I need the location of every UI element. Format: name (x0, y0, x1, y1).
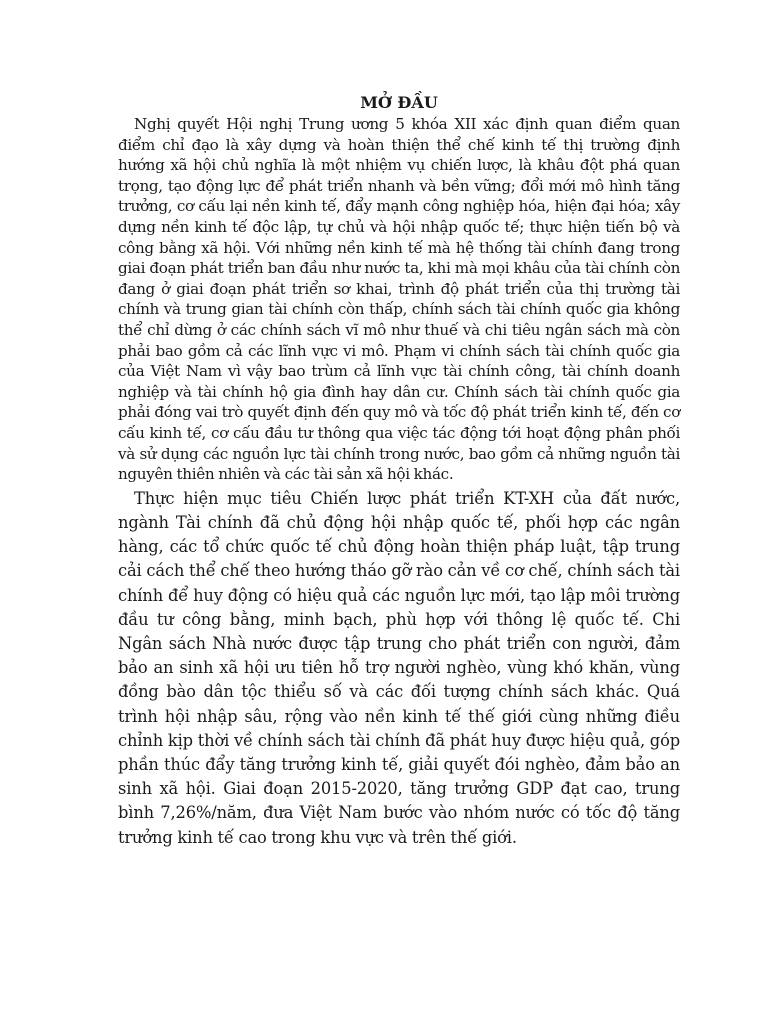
document-page (118, 92, 680, 850)
document-title: MỞ ĐẦU (360, 93, 438, 112)
paragraph-intro: Nghị quyết Hội nghị Trung ương 5 khóa XII xác định quan điểm quan điểm chỉ đạo là xây dựng và hoàn thiện thể chế kinh tế thị trường định hướng xã hội chủ nghĩa là một nhiệm vụ chiến lược, là khâu đột phá quan trọng, tạo động lực để phát triển nhanh và bền vững; đổi mới mô hình tăng trưởng, cơ cấu lại nền kinh tế, đẩy mạnh công nghiệp hóa, hiện đại hóa; xây dựng nền kinh tế độc lập, tự chủ và hội nhập quốc tế; thực hiện tiến bộ và công bằng xã hội. Với những nền kinh tế mà hệ thống tài chính đang trong giai đoạn phát triển ban đầu như nước ta, khi mà mọi khâu của tài chính còn đang ở giai đoạn phát triển sơ khai, trình độ phát triển của thị trường tài chính và trung gian tài chính còn thấp, chính sách tài chính quốc gia không thể chỉ dừng ở các chính sách vĩ mô như thuế và chi tiêu ngân sách mà còn phải bao gồm cả các lĩnh vực vi mô. Phạm vi chính sách tài chính quốc gia của Việt Nam vì vậy bao trùm cả lĩnh vực tài chính công, tài chính doanh nghiệp và tài chính hộ gia đình hay dân cư. Chính sách tài chính quốc gia phải đóng vai trò quyết định đến quy mô và tốc độ phát triển kinh tế, đến cơ cấu kinh tế, cơ cấu đầu tư thông qua việc tác động tới hoạt động phân phối và sử dụng các nguồn lực tài chính trong nước, bao gồm cả những nguồn tài nguyên thiên nhiên và các tài sản xã hội khác. (118, 115, 680, 484)
paragraph-finance-strategy: Thực hiện mục tiêu Chiến lược phát triển KT-XH của đất nước, ngành Tài chính đã chủ động hội nhập quốc tế, phối hợp các ngân hàng, các tổ chức quốc tế chủ động hoàn thiện pháp luật, tập trung cải cách thể chế theo hướng tháo gỡ rào cản về cơ chế, chính sách tài chính để huy động có hiệu quả các nguồn lực mới, tạo lập môi trường đầu tư công bằng, minh bạch, phù hợp với thông lệ quốc tế. Chi Ngân sách Nhà nước được tập trung cho phát triển con người, đảm bảo an sinh xã hội ưu tiên hỗ trợ người nghèo, vùng khó khăn, vùng đồng bào dân tộc thiểu số và các đối tượng chính sách khác. Quá trình hội nhập sâu, rộng vào nền kinh tế thế giới cùng những điều chỉnh kịp thời về chính sách tài chính đã phát huy được hiệu quả, góp phần thúc đẩy tăng trưởng kinh tế, giải quyết đói nghèo, đảm bảo an sinh xã hội. Giai đoạn 2015-2020, tăng trưởng GDP đạt cao, trung bình 7,26%/năm, đưa Việt Nam bước vào nhóm nước có tốc độ tăng trưởng kinh tế cao trong khu vực và trên thế giới. (118, 488, 680, 847)
